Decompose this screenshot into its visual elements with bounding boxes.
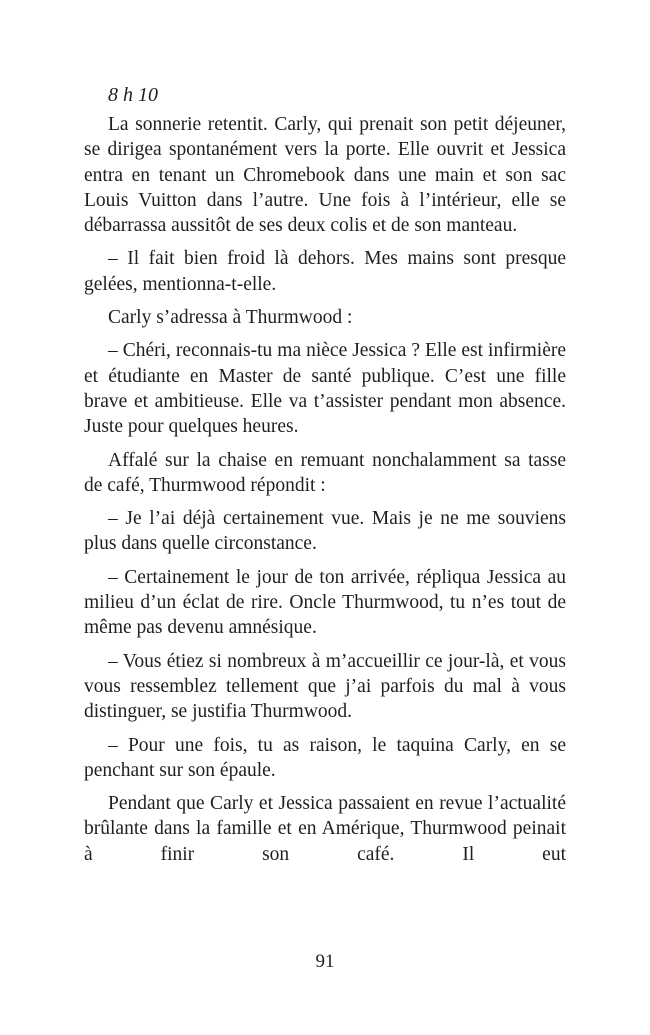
paragraph: Pendant que Carly et Jessica passaient en revue l’actualité brûlante dans la famille et en Amérique, Thurmwood peinait à finir son café. Il eut (84, 793, 566, 865)
paragraph: – Vous étiez si nombreux à m’accueillir ce jour-là, et vous vous ressemblez tellement que j’ai parfois du mal à vous distinguer, se justifia Thurmwood. (84, 650, 566, 723)
paragraph: – Certainement le jour de ton arrivée, répliqua Jessica au milieu d’un éclat de rire. Oncle Thurmwood, tu n’es tout de même pas devenu amnésique. (84, 566, 566, 639)
paragraph: Affalé sur la chaise en remuant nonchalamment sa tasse de café, Thurmwood répondit : (84, 449, 566, 496)
paragraph: La sonnerie retentit. Carly, qui prenait son petit déjeuner, se dirigea spontanément vers la porte. Elle ouvrit et Jessica entra en tenant un Chromebook dans une main et son sac Louis Vuitton dans l’autre. Une fois à l’intérieur, elle se débarrassa aussitôt de ses deux colis et de son manteau. (84, 114, 566, 237)
paragraph: Carly s’adressa à Thurmwood : (108, 307, 353, 329)
paragraph: – Je l’ai déjà certainement vue. Mais je ne me souviens plus dans quelle circonstance. (84, 508, 566, 555)
page-body (84, 82, 566, 875)
time-heading: 8 h 10 (108, 84, 158, 106)
paragraph: – Il fait bien froid là dehors. Mes mains sont presque gelées, mentionna-t-elle. (84, 248, 566, 295)
paragraph: – Chéri, reconnais-tu ma nièce Jessica ? Elle est infirmière et étudiante en Master de santé publique. C’est une fille brave et ambitieuse. Elle va t’assister pendant mon absence. Juste pour quelques heures. (84, 340, 566, 438)
page-number: 91 (315, 951, 335, 972)
paragraph: – Pour une fois, tu as raison, le taquina Carly, en se penchant sur son épaule. (84, 734, 566, 781)
